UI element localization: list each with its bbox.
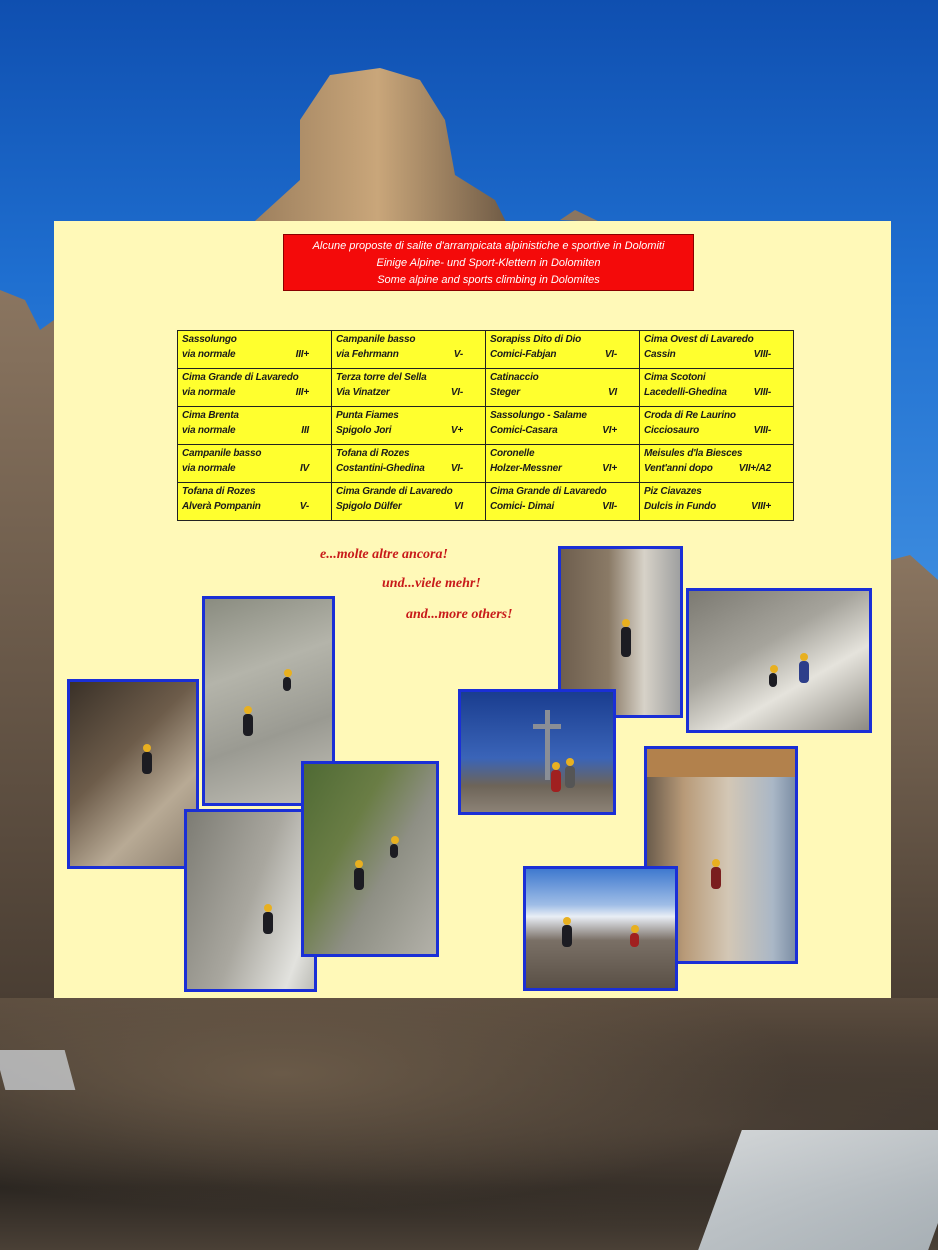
route-cell	[332, 445, 486, 483]
title-italian: Alcune proposte di salite d'arrampicata alpinistiche e sportive in Dolomiti	[312, 240, 665, 252]
route-peak: Cima Grande di Lavaredo	[182, 372, 299, 383]
routes-row	[178, 369, 794, 407]
route-cell	[640, 407, 794, 445]
route-grade: V-	[453, 349, 463, 360]
route-name: Comici-Casara	[490, 425, 558, 436]
route-peak: Croda di Re Laurino	[644, 410, 736, 421]
climbing-photo	[67, 679, 199, 869]
snow-patch	[698, 1130, 938, 1250]
route-peak: Terza torre del Sella	[336, 372, 427, 383]
climbing-photo	[184, 809, 317, 992]
route-cell	[640, 483, 794, 521]
route-grade: VI-	[450, 463, 463, 474]
route-cell	[640, 331, 794, 369]
title-german: Einige Alpine- und Sport-Klettern in Dolomiten	[376, 257, 601, 269]
route-grade: V-	[299, 501, 309, 512]
route-peak: Coronelle	[490, 448, 535, 459]
route-name: via normale	[182, 349, 236, 360]
route-peak: Cima Scotoni	[644, 372, 706, 383]
title-banner	[283, 234, 694, 291]
route-name: Lacedelli-Ghedina	[644, 387, 727, 398]
route-grade: VI-	[450, 387, 463, 398]
route-peak: Sorapiss Dito di Dio	[490, 334, 582, 345]
route-peak: Cima Brenta	[182, 410, 239, 421]
route-name: Cassin	[644, 349, 676, 360]
route-name: Costantini-Ghedina	[336, 463, 425, 474]
route-grade: VI	[607, 387, 617, 398]
route-cell	[486, 445, 640, 483]
content-panel	[54, 221, 891, 998]
route-grade: III+	[295, 387, 309, 398]
route-grade: VII-	[602, 501, 617, 512]
route-name: via normale	[182, 387, 236, 398]
routes-table	[177, 330, 794, 521]
route-grade: VIII-	[753, 387, 771, 398]
route-cell	[178, 407, 332, 445]
route-name: via normale	[182, 463, 236, 474]
route-name: Comici-Fabjan	[490, 349, 557, 360]
snow-patch	[0, 1050, 75, 1090]
route-peak: Catinaccio	[490, 372, 539, 383]
route-grade: IV	[299, 463, 309, 474]
summit-cross-photo	[458, 689, 616, 815]
route-grade: VI+	[602, 463, 617, 474]
route-peak: Campanile basso	[182, 448, 262, 459]
route-peak: Piz Ciavazes	[644, 486, 702, 497]
route-name: Spigolo Dülfer	[336, 501, 402, 512]
route-grade: III	[301, 425, 309, 436]
route-name: Alverà Pompanin	[182, 501, 261, 512]
title-english: Some alpine and sports climbing in Dolomites	[377, 274, 600, 286]
route-grade: VI	[453, 501, 463, 512]
route-grade: III+	[295, 349, 309, 360]
route-cell	[178, 445, 332, 483]
route-name: via normale	[182, 425, 236, 436]
route-peak: Cima Grande di Lavaredo	[490, 486, 607, 497]
route-name: Holzer-Messner	[490, 463, 562, 474]
route-name: via Fehrmann	[336, 349, 399, 360]
route-name: Spigolo Jori	[336, 425, 392, 436]
route-cell	[640, 369, 794, 407]
route-grade: VII+/A2	[738, 463, 771, 474]
route-cell	[640, 445, 794, 483]
route-name: Comici- Dimai	[490, 501, 555, 512]
routes-row	[178, 483, 794, 521]
route-name: Dulcis in Fundo	[644, 501, 716, 512]
route-peak: Cima Ovest di Lavaredo	[644, 334, 754, 345]
route-grade: V+	[450, 425, 463, 436]
route-name: Via Vinatzer	[336, 387, 390, 398]
route-cell	[332, 407, 486, 445]
route-cell	[178, 483, 332, 521]
climbing-photo	[686, 588, 872, 733]
route-peak: Tofana di Rozes	[182, 486, 256, 497]
routes-row	[178, 445, 794, 483]
route-grade: VI+	[602, 425, 617, 436]
route-peak: Cima Grande di Lavaredo	[336, 486, 453, 497]
route-name: Steger	[490, 387, 520, 398]
route-cell	[486, 483, 640, 521]
route-cell	[178, 369, 332, 407]
route-peak: Punta Fiames	[336, 410, 399, 421]
route-peak: Tofana di Rozes	[336, 448, 410, 459]
tagline-german: und...viele mehr!	[382, 576, 481, 591]
route-grade: VIII+	[751, 501, 771, 512]
route-grade: VIII-	[753, 425, 771, 436]
route-peak: Campanile basso	[336, 334, 416, 345]
climbing-photo	[301, 761, 439, 957]
route-cell	[486, 369, 640, 407]
route-cell	[178, 331, 332, 369]
routes-row	[178, 331, 794, 369]
route-name: Cicciosauro	[644, 425, 700, 436]
route-peak: Sassolungo	[182, 334, 237, 345]
routes-row	[178, 407, 794, 445]
route-cell	[332, 331, 486, 369]
route-cell	[332, 483, 486, 521]
climbing-photo	[523, 866, 678, 991]
route-peak: Sassolungo - Salame	[490, 410, 587, 421]
route-peak: Meisules d'la Biesces	[644, 448, 743, 459]
route-cell	[486, 407, 640, 445]
route-name: Vent'anni dopo	[644, 463, 713, 474]
route-cell	[332, 369, 486, 407]
route-cell	[486, 331, 640, 369]
tagline-english: and...more others!	[406, 607, 513, 622]
tagline-italian: e...molte altre ancora!	[320, 547, 448, 562]
route-grade: VI-	[604, 349, 617, 360]
route-grade: VIII-	[753, 349, 771, 360]
